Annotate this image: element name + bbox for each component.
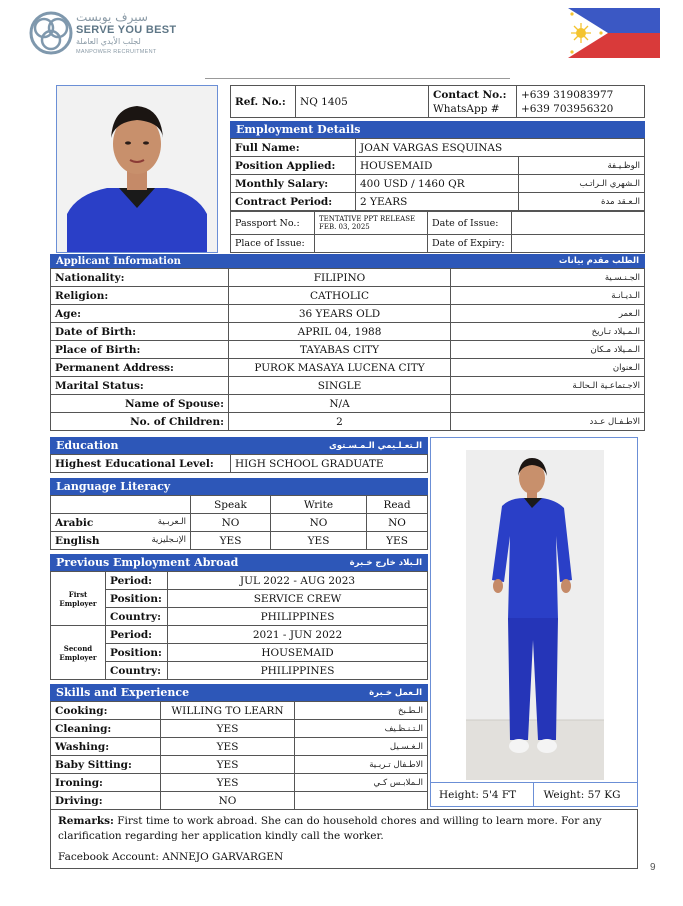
applicant-full-body-photo [466,450,604,780]
applicant-information-title: Applicant Information [56,255,181,267]
skill-label: Washing: [51,738,161,756]
skill-value: YES [161,774,295,792]
applicant-field-label: Marital Status: [51,377,229,395]
applicant-field-value: APRIL 04, 1988 [229,323,451,341]
education-section [50,437,428,473]
language-arabic-arabic: الـعربـية [157,516,186,527]
applicant-row [51,413,645,431]
applicant-field-label: No. of Children: [51,413,229,431]
applicant-field-label: Place of Birth: [51,341,229,359]
date-of-expiry-value [512,235,645,253]
monthly-salary-arabic: الـشهري الـراتـب [519,175,645,193]
first-employer-position-value: SERVICE CREW [168,590,428,608]
language-literacy-section [50,478,428,550]
contract-period-arabic: الـعـقد مدة [519,193,645,211]
contact-label: Contact No.: [433,88,507,101]
skills-experience-title: Skills and Experience [56,686,190,699]
remarks-label: Remarks: [58,815,114,827]
skill-value: NO [161,792,295,810]
applicant-field-arabic: الاجـتماعـية الـحالـة [451,377,645,395]
company-logo-icon [28,10,74,56]
skill-row [51,774,428,792]
english-speak-value: YES [191,532,271,550]
logo-subtitle-english: MANPOWER RECRUITMENT [76,49,157,55]
skill-row [51,738,428,756]
skill-arabic: الـتـنـظـيف [295,720,428,738]
position-applied-label: Position Applied: [231,157,356,175]
contract-period-value: 2 YEARS [356,193,519,211]
employment-row-full-name [231,139,645,157]
applicant-field-arabic: الـعمر [451,305,645,323]
highest-education-value: HIGH SCHOOL GRADUATE [231,455,428,473]
applicant-field-label: Date of Birth: [51,323,229,341]
place-of-issue-label: Place of Issue: [231,235,315,253]
applicant-row [51,287,645,305]
language-english-arabic: الإنـجليزية [151,534,186,545]
previous-employment-title: Previous Employment Abroad [56,556,239,569]
employment-row-salary [231,175,645,193]
applicant-information-title-arabic: الطلب مقدم بيانات [558,256,639,266]
date-of-issue-label: Date of Issue: [428,212,512,235]
employment-details-section [230,121,645,253]
facebook-account: Facebook Account: ANNEJO GARVARGEN [58,851,284,863]
ref-value: NQ 1405 [296,86,429,118]
applicant-field-arabic: الاطـفـال عـدد [451,413,645,431]
skill-row [51,756,428,774]
applicant-field-arabic: الـعنوان [451,359,645,377]
previous-employment-section [50,554,428,680]
applicant-row [51,305,645,323]
skill-value: YES [161,738,295,756]
language-header-blank [51,496,191,514]
logo-text-arabic: سيرف يوبست [76,10,148,24]
previous-employment-title-arabic: الـبلاد خارج خـبرة [349,557,422,568]
language-row-english [51,532,428,550]
second-employer-position-label: Position: [106,644,168,662]
second-employer-position-value: HOUSEMAID [168,644,428,662]
date-of-issue-value [512,212,645,235]
portrait-image [57,86,217,252]
skill-arabic [295,792,428,810]
arabic-read-value: NO [367,514,428,532]
arabic-speak-value: NO [191,514,271,532]
contact-value: +639 319083977 [521,88,614,101]
page-number: 9 [650,862,656,873]
second-employer-period-value: 2021 - JUN 2022 [168,626,428,644]
first-employer-label: First Employer [51,572,106,626]
employment-details-header [230,121,645,138]
applicant-field-arabic: الـمـيلاد مـكان [451,341,645,359]
applicant-field-label: Nationality: [51,269,229,287]
skill-label: Ironing: [51,774,161,792]
second-employer-country-value: PHILIPPINES [168,662,428,680]
language-literacy-header [50,478,428,495]
employment-row-contract [231,193,645,211]
applicant-field-arabic: الجـنـسـية [451,269,645,287]
skill-label: Cooking: [51,702,161,720]
skill-row [51,702,428,720]
language-literacy-title: Language Literacy [56,480,171,493]
applicant-field-value: CATHOLIC [229,287,451,305]
language-header-write: Write [271,496,367,514]
skill-row [51,792,428,810]
skill-arabic: الاطـفال تـربـية [295,756,428,774]
english-read-value: YES [367,532,428,550]
language-english-label: English [55,534,100,547]
skill-arabic: الـملابـس كـي [295,774,428,792]
second-employer-period-label: Period: [106,626,168,644]
passport-label: Passport No.: [231,212,315,235]
applicant-row [51,323,645,341]
first-employer-period-label: Period: [106,572,168,590]
first-employer-position-label: Position: [106,590,168,608]
applicant-field-value: PUROK MASAYA LUCENA CITY [229,359,451,377]
second-employer-country-label: Country: [106,662,168,680]
philippine-flag-icon [568,8,660,58]
applicant-row [51,377,645,395]
skill-value: YES [161,756,295,774]
whatsapp-label: WhatsApp # [433,102,500,115]
place-of-issue-value [315,235,428,253]
skill-arabic: الـطـبخ [295,702,428,720]
language-arabic-label: Arabic [55,516,94,529]
applicant-row [51,269,645,287]
education-title-arabic: الـتعـلـيمي الـمـسـتوى [328,440,422,451]
applicant-field-label: Permanent Address: [51,359,229,377]
position-applied-arabic: الوظـيـفة [519,157,645,175]
skills-experience-title-arabic: الـعمل خـبرة [369,687,422,698]
monthly-salary-value: 400 USD / 1460 QR [356,175,519,193]
skill-label: Cleaning: [51,720,161,738]
full-name-label: Full Name: [231,139,356,157]
language-header-read: Read [367,496,428,514]
employment-details-title: Employment Details [236,123,361,136]
applicant-full-body-panel [430,437,638,807]
applicant-field-arabic: الـمـيلاد تـاريخ [451,323,645,341]
applicant-field-value: TAYABAS CITY [229,341,451,359]
applicant-row [51,341,645,359]
applicant-field-label: Religion: [51,287,229,305]
english-write-value: YES [271,532,367,550]
remarks-section [50,809,638,869]
applicant-field-label: Age: [51,305,229,323]
education-title: Education [56,439,119,452]
applicant-field-value: 2 [229,413,451,431]
remarks-text: First time to work abroad. She can do household chores and willing to learn more. For any clarification regarding her application kindly call the worker. [58,815,602,842]
applicant-field-value: FILIPINO [229,269,451,287]
employment-row-position [231,157,645,175]
language-header-speak: Speak [191,496,271,514]
body-stats-row [431,782,637,807]
applicant-row [51,395,645,413]
applicant-field-arabic: الـديـانـة [451,287,645,305]
applicant-field-value: SINGLE [229,377,451,395]
monthly-salary-label: Monthly Salary: [231,175,356,193]
skill-value: WILLING TO LEARN [161,702,295,720]
logo-text-english: SERVE YOU BEST [76,24,177,36]
applicant-field-value: 36 YEARS OLD [229,305,451,323]
remarks-text-block [58,814,630,844]
ref-label: Ref. No.: [231,86,296,118]
arabic-write-value: NO [271,514,367,532]
applicant-field-label: Name of Spouse: [51,395,229,413]
contract-period-label: Contract Period: [231,193,356,211]
logo-subtitle-arabic: لجلب الأيدي العاملة [76,37,141,46]
applicant-information-section [50,254,645,431]
whatsapp-value: +639 703956320 [521,102,614,115]
skill-row [51,720,428,738]
date-of-expiry-label: Date of Expiry: [428,235,512,253]
reference-contact-table [230,85,645,118]
position-applied-value: HOUSEMAID [356,157,519,175]
education-header [50,437,428,454]
skill-label: Driving: [51,792,161,810]
applicant-field-value: N/A [229,395,451,413]
skill-arabic: الـغـسـيل [295,738,428,756]
previous-employment-header [50,554,428,571]
applicant-information-header [50,254,645,268]
skill-label: Baby Sitting: [51,756,161,774]
height-value: Height: 5'4 FT [431,783,534,807]
full-name-value: JOAN VARGAS ESQUINAS [356,139,645,157]
skills-experience-header [50,684,428,701]
highest-education-label: Highest Educational Level: [51,455,231,473]
skills-experience-section [50,684,428,810]
full-body-image [466,450,604,780]
second-employer-label: Second Employer [51,626,106,680]
applicant-row [51,359,645,377]
passport-value: TENTATIVE PPT RELEASE FEB. 03, 2025 [315,212,428,235]
first-employer-country-label: Country: [106,608,168,626]
header-divider [205,78,510,79]
applicant-field-arabic [451,395,645,413]
skill-value: YES [161,720,295,738]
applicant-portrait-photo [56,85,218,253]
first-employer-period-value: JUL 2022 - AUG 2023 [168,572,428,590]
first-employer-country-value: PHILIPPINES [168,608,428,626]
language-row-arabic [51,514,428,532]
weight-value: Weight: 57 KG [543,789,621,801]
